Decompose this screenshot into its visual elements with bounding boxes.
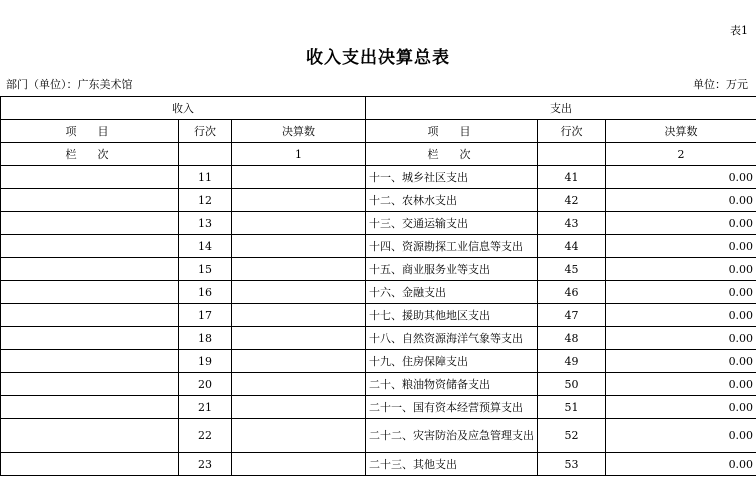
expense-row-number: 44 <box>538 235 606 258</box>
income-column-label: 栏 次 <box>1 143 179 166</box>
income-amount-cell <box>232 281 366 304</box>
expense-row-number: 45 <box>538 258 606 281</box>
table-row <box>1 258 756 281</box>
expense-row-number: 46 <box>538 281 606 304</box>
expense-amount-value: 0.00 <box>606 166 756 189</box>
expense-row-no-header: 行次 <box>538 120 606 143</box>
expense-item-name: 十三、交通运输支出 <box>366 212 538 235</box>
expense-amount-value: 0.00 <box>606 304 756 327</box>
income-amount-cell <box>232 212 366 235</box>
table-row <box>1 166 756 189</box>
expense-row-number: 42 <box>538 189 606 212</box>
income-row-number: 13 <box>179 212 232 235</box>
expense-row-number: 53 <box>538 453 606 476</box>
expense-item-name: 十七、援助其他地区支出 <box>366 304 538 327</box>
expense-row-number: 50 <box>538 373 606 396</box>
expense-row-number: 49 <box>538 350 606 373</box>
income-item-cell <box>1 281 179 304</box>
expense-amount-header: 决算数 <box>606 120 756 143</box>
income-item-cell <box>1 453 179 476</box>
column-header-row <box>1 120 756 143</box>
table-row <box>1 281 756 304</box>
table-row <box>1 419 756 453</box>
income-row-no-blank <box>179 143 232 166</box>
table-row <box>1 350 756 373</box>
income-row-number: 14 <box>179 235 232 258</box>
income-item-cell <box>1 419 179 453</box>
income-row-number: 17 <box>179 304 232 327</box>
income-amount-cell <box>232 304 366 327</box>
income-amount-cell <box>232 396 366 419</box>
income-row-number: 23 <box>179 453 232 476</box>
expense-item-name: 十二、农林水支出 <box>366 189 538 212</box>
table-row <box>1 189 756 212</box>
page-title: 收入支出决算总表 <box>306 48 450 68</box>
unit-label: 单位：万元 <box>693 78 748 91</box>
expense-row-number: 43 <box>538 212 606 235</box>
expense-amount-value: 0.00 <box>606 189 756 212</box>
expense-amount-value: 0.00 <box>606 281 756 304</box>
income-item-cell <box>1 258 179 281</box>
income-item-cell <box>1 235 179 258</box>
income-amount-cell <box>232 166 366 189</box>
expense-item-name: 二十二、灾害防治及应急管理支出 <box>366 419 538 453</box>
income-row-number: 19 <box>179 350 232 373</box>
table-row <box>1 396 756 419</box>
expense-row-number: 47 <box>538 304 606 327</box>
table-row <box>1 453 756 476</box>
income-row-number: 11 <box>179 166 232 189</box>
income-row-no-header: 行次 <box>179 120 232 143</box>
expense-amount-value: 0.00 <box>606 350 756 373</box>
income-item-header: 项 目 <box>1 120 179 143</box>
table-row <box>1 304 756 327</box>
expense-item-name: 十一、城乡社区支出 <box>366 166 538 189</box>
expense-amount-value: 0.00 <box>606 419 756 453</box>
income-row-number: 20 <box>179 373 232 396</box>
income-item-cell <box>1 166 179 189</box>
expense-row-number: 52 <box>538 419 606 453</box>
department-label: 部门（单位）：广东美术馆 <box>6 78 133 91</box>
income-row-number: 12 <box>179 189 232 212</box>
income-item-cell <box>1 189 179 212</box>
income-row-number: 15 <box>179 258 232 281</box>
expense-amount-value: 0.00 <box>606 235 756 258</box>
income-row-number: 22 <box>179 419 232 453</box>
expense-amount-value: 0.00 <box>606 396 756 419</box>
income-item-cell <box>1 396 179 419</box>
income-amount-cell <box>232 327 366 350</box>
summary-table <box>0 96 756 476</box>
table-row <box>1 373 756 396</box>
expense-item-name: 十六、金融支出 <box>366 281 538 304</box>
expense-amount-value: 0.00 <box>606 453 756 476</box>
income-amount-cell <box>232 419 366 453</box>
income-item-cell <box>1 304 179 327</box>
income-amount-cell <box>232 350 366 373</box>
expense-row-no-blank <box>538 143 606 166</box>
income-item-cell <box>1 212 179 235</box>
section-header-row <box>1 97 756 120</box>
expense-row-number: 48 <box>538 327 606 350</box>
expense-row-number: 41 <box>538 166 606 189</box>
income-amount-cell <box>232 189 366 212</box>
income-column-number: 1 <box>232 143 366 166</box>
income-item-cell <box>1 350 179 373</box>
income-item-cell <box>1 327 179 350</box>
expense-column-number: 2 <box>606 143 756 166</box>
income-row-number: 21 <box>179 396 232 419</box>
column-number-row <box>1 143 756 166</box>
expense-amount-value: 0.00 <box>606 373 756 396</box>
expense-header: 支出 <box>366 97 756 120</box>
income-amount-cell <box>232 235 366 258</box>
expense-item-header: 项 目 <box>366 120 538 143</box>
income-item-cell <box>1 373 179 396</box>
table-row <box>1 212 756 235</box>
expense-item-name: 二十一、国有资本经营预算支出 <box>366 396 538 419</box>
income-amount-cell <box>232 373 366 396</box>
table-row <box>1 327 756 350</box>
expense-item-name: 十八、自然资源海洋气象等支出 <box>366 327 538 350</box>
income-amount-header: 决算数 <box>232 120 366 143</box>
table-row <box>1 235 756 258</box>
income-header: 收入 <box>1 97 366 120</box>
expense-amount-value: 0.00 <box>606 258 756 281</box>
expense-item-name: 十四、资源勘探工业信息等支出 <box>366 235 538 258</box>
income-amount-cell <box>232 453 366 476</box>
expense-column-label: 栏 次 <box>366 143 538 166</box>
income-row-number: 18 <box>179 327 232 350</box>
expense-item-name: 二十三、其他支出 <box>366 453 538 476</box>
expense-item-name: 二十、粮油物资储备支出 <box>366 373 538 396</box>
expense-item-name: 十九、住房保障支出 <box>366 350 538 373</box>
income-amount-cell <box>232 258 366 281</box>
income-row-number: 16 <box>179 281 232 304</box>
table-number: 表1 <box>730 24 748 37</box>
expense-item-name: 十五、商业服务业等支出 <box>366 258 538 281</box>
expense-amount-value: 0.00 <box>606 212 756 235</box>
expense-amount-value: 0.00 <box>606 327 756 350</box>
expense-row-number: 51 <box>538 396 606 419</box>
